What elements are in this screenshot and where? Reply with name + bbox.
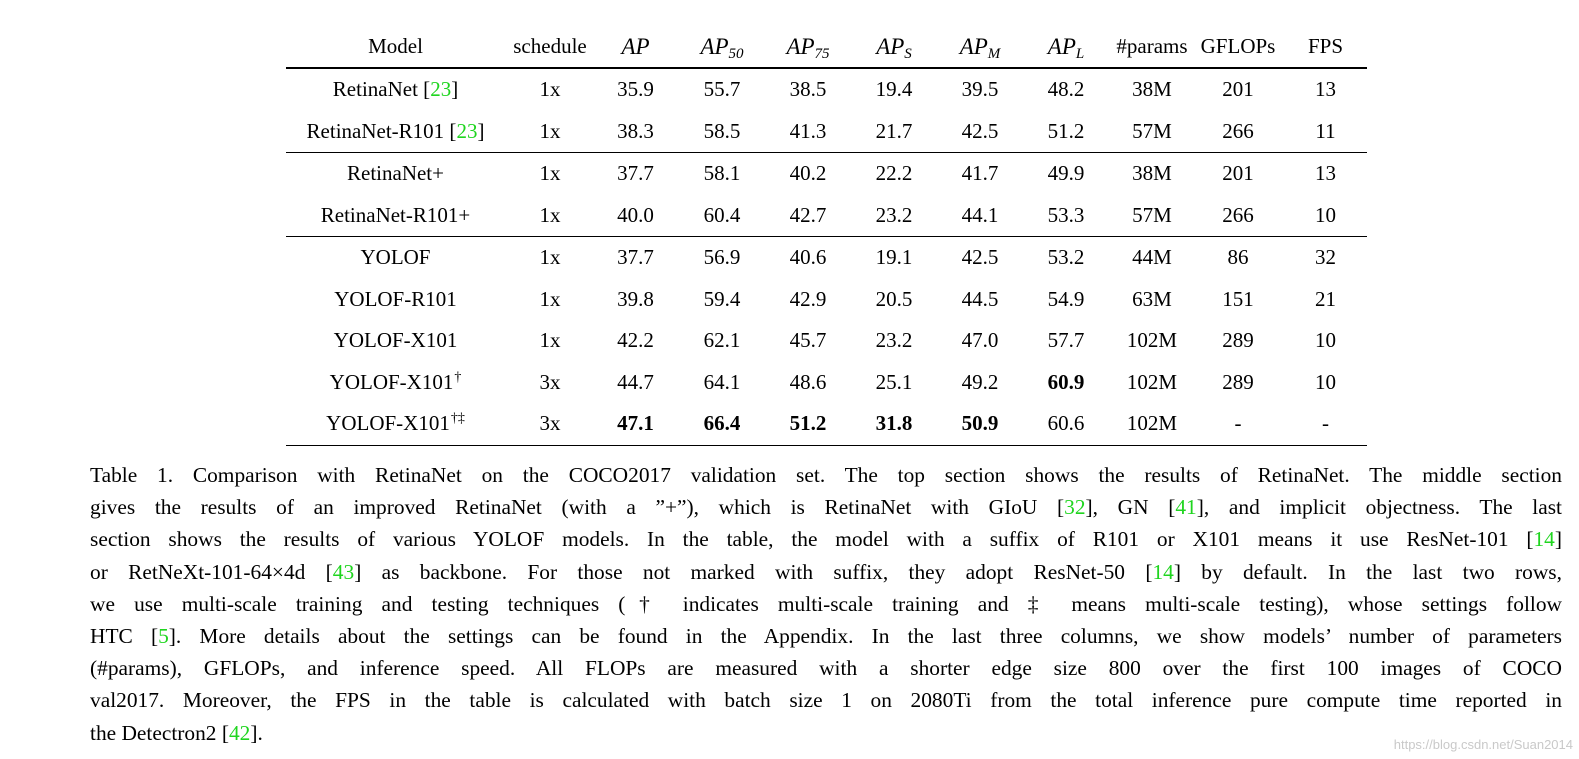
table-cell: 1x <box>539 286 561 311</box>
table-row <box>286 320 1367 362</box>
table-cell: 22.2 <box>875 161 913 186</box>
column-header-label: FPS <box>1307 34 1344 58</box>
table-cell: 40.0 <box>617 202 654 227</box>
column-header <box>848 24 940 68</box>
caption-line <box>90 556 1562 588</box>
table-cell: 37.7 <box>617 161 654 186</box>
table-cell: 10 <box>1315 202 1336 227</box>
column-header <box>1020 24 1112 68</box>
table-cell: 49.9 <box>1047 161 1085 186</box>
model-name-cell <box>286 403 505 445</box>
column-header <box>676 24 768 68</box>
table-cell: 1x <box>539 245 561 270</box>
model-name-cell <box>286 111 505 153</box>
table-cell: 55.7 <box>703 77 741 102</box>
caption-text: HTC [ <box>90 623 159 648</box>
table-cell: 51.2 <box>789 411 827 436</box>
table-cell: 19.4 <box>875 77 913 102</box>
table-cell: 23.2 <box>875 328 913 353</box>
table-cell: 3x <box>539 369 561 394</box>
table-cell: 49.2 <box>961 369 999 394</box>
column-header-label: #params <box>1116 34 1188 58</box>
table-cell: 60.6 <box>1047 411 1085 436</box>
table-cell: 31.8 <box>875 411 913 436</box>
column-header-label: AP <box>700 33 729 59</box>
table-cell: 38M <box>1132 161 1172 186</box>
table-cell: 1x <box>539 202 561 227</box>
caption-text: ] as backbone. For those not marked with suffix, they adopt ResNet-50 [ <box>354 559 1153 584</box>
table-body <box>286 68 1367 445</box>
table-cell: 86 <box>1227 245 1249 270</box>
results-table <box>286 24 1367 446</box>
model-name: YOLOF-X101 <box>333 328 458 353</box>
table-cell: 21.7 <box>875 118 913 143</box>
caption-text: section shows the results of various YOLOF models. In the table, the model with a suffix of R101 or X101 means it use ResNet-101 [ <box>90 527 1534 552</box>
model-name: RetinaNet+ <box>347 161 444 186</box>
table-cell: 38.5 <box>789 77 827 102</box>
caption-text: ]. <box>250 720 263 745</box>
table-cell: 13 <box>1315 77 1336 102</box>
caption-text: val2017. Moreover, the FPS in the table is calculated with batch size 1 on 2080Ti from the total inference pure compute time reported in <box>90 688 1562 713</box>
column-header <box>1192 24 1284 68</box>
table-cell: 266 <box>1222 118 1254 143</box>
table-cell: 41.3 <box>789 118 827 143</box>
caption-line <box>90 717 1562 749</box>
column-header-subscript: 50 <box>728 45 744 62</box>
column-header-label: GFLOPs <box>1200 34 1276 58</box>
caption-line <box>90 588 1562 620</box>
caption-text: (#params), GFLOPs, and inference speed. All FLOPs are measured with a shorter edge size 800 over the first 100 images of COCO <box>90 656 1562 681</box>
model-name: YOLOF-R101 <box>334 286 457 311</box>
table-cell: 48.6 <box>789 369 827 394</box>
table-row <box>286 362 1367 404</box>
table-cell: 64.1 <box>703 369 741 394</box>
table-cell: 42.9 <box>789 286 827 311</box>
model-name: RetinaNet [ <box>332 77 431 102</box>
table-cell: 60.4 <box>703 202 741 227</box>
model-name-cell <box>286 68 505 111</box>
table-cell: 102M <box>1126 328 1178 353</box>
caption-text: gives the results of an improved RetinaNet (with a ”+”), which is RetinaNet with GIoU [ <box>90 495 1065 520</box>
model-name-cell <box>286 195 505 237</box>
model-name: RetinaNet-R101 [ <box>306 118 457 143</box>
table-cell: 23.2 <box>875 202 913 227</box>
table-row <box>286 237 1367 279</box>
table-row <box>286 403 1367 445</box>
table-cell: 35.9 <box>617 77 654 102</box>
citation-link[interactable]: 14 <box>1533 527 1555 552</box>
table-cell: 66.4 <box>703 411 741 436</box>
column-header-label: AP <box>786 33 815 59</box>
table-cell: 13 <box>1315 161 1336 186</box>
column-header <box>1112 24 1192 68</box>
model-name-cell <box>286 153 505 195</box>
table-cell: 1x <box>539 77 561 102</box>
table-cell: 1x <box>539 328 561 353</box>
model-name-cell <box>286 362 505 404</box>
model-name-tail: ] <box>451 77 459 102</box>
column-header-subscript: L <box>1075 45 1085 62</box>
table-row <box>286 111 1367 153</box>
table-row <box>286 279 1367 321</box>
caption-line <box>90 459 1562 491</box>
table-cell: 201 <box>1222 77 1254 102</box>
column-header-subscript: M <box>987 45 1001 62</box>
table-cell: 44.5 <box>961 286 999 311</box>
caption-line <box>90 491 1562 523</box>
table-cell: 50.9 <box>961 411 999 436</box>
table-cell: 42.5 <box>961 245 999 270</box>
table-cell: 102M <box>1126 369 1178 394</box>
table-cell: 41.7 <box>961 161 999 186</box>
table-cell: 63M <box>1132 286 1172 311</box>
column-header-subscript: S <box>904 45 912 62</box>
model-name-cell <box>286 279 505 321</box>
table-cell: 289 <box>1222 369 1254 394</box>
table-cell: 53.3 <box>1047 202 1085 227</box>
table-cell: 60.9 <box>1047 369 1085 394</box>
table-cell: 39.5 <box>961 77 999 102</box>
caption-text: ], GN [ <box>1085 495 1176 520</box>
table-cell: 11 <box>1315 118 1336 143</box>
table-cell: 19.1 <box>875 245 913 270</box>
table-cell: 42.7 <box>789 202 827 227</box>
caption-text: ] by default. In the last two rows, <box>1173 559 1562 584</box>
table-cell: 53.2 <box>1047 245 1085 270</box>
table-cell: 37.7 <box>617 245 654 270</box>
header-row <box>286 24 1367 68</box>
table-cell: 58.5 <box>703 118 741 143</box>
caption-text: or RetNeXt-101-64×4d [ <box>90 559 333 584</box>
model-name: RetinaNet-R101+ <box>320 202 471 227</box>
table-cell: 289 <box>1222 328 1254 353</box>
table-cell: 40.6 <box>789 245 827 270</box>
model-name-tail: ] <box>477 118 485 143</box>
citation-link[interactable]: 23 <box>430 77 452 102</box>
column-header <box>286 24 505 68</box>
table-caption <box>90 459 1562 749</box>
table-cell: 62.1 <box>703 328 741 353</box>
citation-link[interactable]: 42 <box>228 720 251 745</box>
citation-link[interactable]: 32 <box>1064 495 1086 520</box>
table-cell: 39.8 <box>617 286 654 311</box>
table-cell: 38.3 <box>617 118 654 143</box>
table-cell: 38M <box>1132 77 1172 102</box>
caption-text: we use multi-scale training and testing techniques († indicates multi-scale training and ‡ means multi-scale testing), whose settings follow <box>90 591 1562 616</box>
citation-link[interactable]: 5 <box>158 623 169 648</box>
column-header-label: Model <box>368 34 423 58</box>
model-name: YOLOF-X101 <box>329 369 454 394</box>
table-cell: 102M <box>1126 411 1178 436</box>
column-header-subscript: 75 <box>814 45 830 62</box>
table-cell: 58.1 <box>703 161 741 186</box>
caption-text: the Detectron2 [ <box>90 720 229 745</box>
table-cell: 10 <box>1315 328 1336 353</box>
caption-line <box>90 652 1562 684</box>
caption-text: ], and implicit objectness. The last <box>1196 495 1563 520</box>
caption-line <box>90 620 1562 652</box>
model-name-cell <box>286 237 505 279</box>
table-cell: 10 <box>1315 369 1336 394</box>
column-header-label: AP <box>959 33 988 59</box>
table-row <box>286 153 1367 195</box>
column-header <box>505 24 595 68</box>
table-cell: 1x <box>539 118 561 143</box>
column-header <box>595 24 676 68</box>
caption-line <box>90 523 1562 555</box>
table-cell: 266 <box>1222 202 1254 227</box>
table-cell: 57M <box>1132 202 1172 227</box>
table-cell: 32 <box>1315 245 1336 270</box>
column-header-label: AP <box>876 33 905 59</box>
column-header <box>940 24 1020 68</box>
table-row <box>286 195 1367 237</box>
table-cell: 57M <box>1132 118 1172 143</box>
caption-line <box>90 684 1562 716</box>
table-cell: 56.9 <box>703 245 741 270</box>
table-cell: 57.7 <box>1047 328 1085 353</box>
table-cell: 59.4 <box>703 286 741 311</box>
table-cell: 151 <box>1222 286 1254 311</box>
citation-link[interactable]: 43 <box>332 559 355 584</box>
table-cell: - <box>1322 411 1329 436</box>
citation-link[interactable]: 23 <box>456 118 478 143</box>
model-name: YOLOF-X101 <box>326 411 450 436</box>
table-cell: 25.1 <box>875 369 913 394</box>
table-cell: 45.7 <box>789 328 827 353</box>
table-cell: 3x <box>539 411 561 436</box>
table-cell: 54.9 <box>1047 286 1085 311</box>
model-marker: † <box>454 369 462 385</box>
table-row <box>286 68 1367 111</box>
table-cell: 201 <box>1222 161 1254 186</box>
model-name: YOLOF <box>360 245 431 270</box>
column-header <box>768 24 848 68</box>
table-cell: 48.2 <box>1047 77 1085 102</box>
citation-link[interactable]: 14 <box>1152 559 1174 584</box>
caption-text: Table 1. Comparison with RetinaNet on the COCO2017 validation set. The top section shows the results of RetinaNet. The middle section <box>90 463 1562 487</box>
model-marker: †‡ <box>450 411 465 427</box>
watermark: https://blog.csdn.net/Suan2014 <box>1393 737 1573 752</box>
table-cell: 44M <box>1132 245 1172 270</box>
table-cell: 47.1 <box>617 411 654 436</box>
table-cell: 51.2 <box>1047 118 1085 143</box>
table-cell: 21 <box>1315 286 1336 311</box>
column-header-label: schedule <box>513 34 587 58</box>
citation-link[interactable]: 41 <box>1175 495 1197 520</box>
table-header <box>286 24 1367 68</box>
table-cell: 42.5 <box>961 118 999 143</box>
caption-text: ] <box>1554 527 1562 552</box>
model-name-cell <box>286 320 505 362</box>
table-cell: 44.1 <box>961 202 999 227</box>
table-cell: 42.2 <box>617 328 654 353</box>
column-header-label: AP <box>621 33 650 59</box>
table-cell: - <box>1234 411 1242 436</box>
caption-text: ]. More details about the settings can be found in the Appendix. In the last three columns, we show models’ number of parameters <box>168 623 1562 648</box>
column-header-label: AP <box>1047 33 1076 59</box>
table-cell: 40.2 <box>789 161 827 186</box>
column-header <box>1284 24 1367 68</box>
table-cell: 47.0 <box>961 328 999 353</box>
table-cell: 20.5 <box>875 286 913 311</box>
table-cell: 1x <box>539 161 561 186</box>
table-cell: 44.7 <box>617 369 654 394</box>
